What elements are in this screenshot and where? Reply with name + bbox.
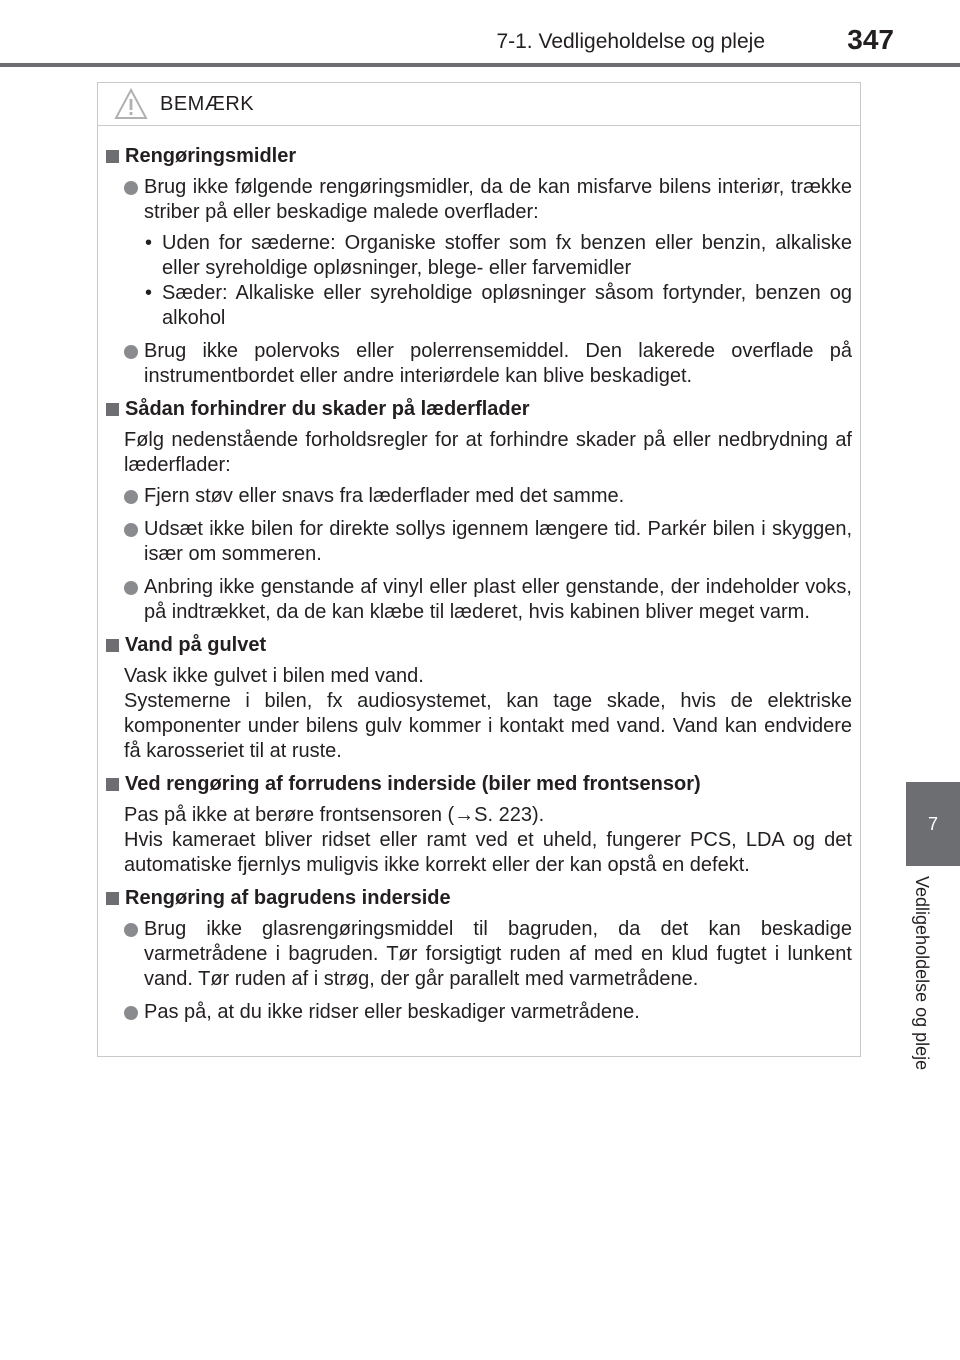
section-heading-text: Rengøringsmidler: [125, 145, 297, 167]
sub-list: [106, 231, 852, 331]
bullet-item: [106, 175, 852, 331]
bullet-text: Fjern støv eller snavs fra læderflader med det samme.: [144, 485, 625, 507]
header-title: 7-1. Vedligeholdelse og pleje: [496, 30, 765, 53]
notice-body: [98, 126, 860, 1025]
sub-bullet: •: [145, 282, 153, 304]
section-heading-text: Sådan forhindrer du skader på læderflader: [125, 398, 530, 420]
bullet-text: Brug ikke glasrengøringsmiddel til bagruden, da det kan beskadige varmetrådene i bagruden. Tør forsigtigt ruden af med en klud fugtet i lunkent vand. Tør ruden af i strøg, der går parallelt med varmetrådene.: [144, 918, 852, 990]
section-heading: [106, 397, 852, 422]
header-rule: [0, 63, 960, 67]
circle-bullet-icon: [124, 181, 138, 195]
sub-item-text: Uden for sæderne: Organiske stoffer som fx benzen eller benzin, alkaliske eller syreholdige opløsninger, blege- eller farvemidler: [162, 232, 852, 279]
square-bullet-icon: [106, 639, 119, 652]
bullet-text: Anbring ikke genstande af vinyl eller plast eller genstande, der indeholder voks, på indtrækket, da de kan klæbe til læderet, hvis kabinen bliver meget varm.: [144, 576, 852, 623]
square-bullet-icon: [106, 778, 119, 791]
section-heading: [106, 144, 852, 169]
chapter-tab: 7: [906, 782, 960, 866]
sub-item: [106, 231, 852, 281]
circle-bullet-icon: [124, 523, 138, 537]
square-bullet-icon: [106, 150, 119, 163]
section-heading: [106, 633, 852, 658]
section-rear-window: [106, 886, 852, 1025]
section-heading-text: Ved rengøring af forrudens inderside (biler med frontsensor): [125, 773, 701, 795]
paragraph: Hvis kameraet bliver ridset eller ramt ved et uheld, fungerer PCS, LDA og det automatiske fjernlys muligvis ikke korrekt eller der kan opstå en defekt.: [124, 829, 852, 876]
bullet-item: [106, 1000, 852, 1025]
notice-title: BEMÆRK: [160, 92, 255, 115]
square-bullet-icon: [106, 403, 119, 416]
bullet-item: [106, 917, 852, 992]
circle-bullet-icon: [124, 345, 138, 359]
paragraph: Systemerne i bilen, fx audiosystemet, kan tage skade, hvis de elektriske komponenter under bilens gulv kommer i kontakt med vand. Vand kan endvidere få karosseriet til at ruste.: [124, 690, 852, 762]
section-heading-text: Vand på gulvet: [125, 634, 267, 656]
square-bullet-icon: [106, 892, 119, 905]
bullet-item: [106, 575, 852, 625]
warning-triangle-icon: [114, 88, 148, 120]
sub-item-text: Sæder: Alkaliske eller syreholdige opløsninger såsom fortynder, benzen og alkohol: [162, 282, 852, 329]
sub-item: [106, 281, 852, 331]
bullet-text: Brug ikke polervoks eller polerrensemiddel. Den lakerede overflade på instrumentbordet eller andre interiørdele kan blive beskadiget.: [144, 340, 852, 387]
paragraph: Følg nedenstående forholdsregler for at forhindre skader på eller nedbrydning af læderflader:: [124, 429, 852, 476]
chapter-label: Vedligeholdelse og pleje: [912, 876, 932, 1071]
section-cleaning-agents: [106, 144, 852, 389]
sub-bullet: •: [145, 232, 153, 254]
notice-header: [98, 83, 860, 126]
bullet-text: Pas på, at du ikke ridser eller beskadiger varmetrådene.: [144, 1001, 640, 1023]
bullet-text: Udsæt ikke bilen for direkte sollys igennem længere tid. Parkér bilen i skyggen, især om sommeren.: [144, 518, 852, 565]
circle-bullet-icon: [124, 923, 138, 937]
bullet-item: [106, 339, 852, 389]
bullet-item: [106, 517, 852, 567]
bullet-item: [106, 484, 852, 509]
circle-bullet-icon: [124, 490, 138, 504]
section-windshield: [106, 772, 852, 878]
notice-box: [97, 82, 861, 1057]
section-heading-text: Rengøring af bagrudens inderside: [125, 887, 451, 909]
circle-bullet-icon: [124, 1006, 138, 1020]
page-number: 347: [847, 24, 894, 55]
paragraph: Vask ikke gulvet i bilen med vand.: [124, 665, 424, 687]
circle-bullet-icon: [124, 581, 138, 595]
section-heading: [106, 886, 852, 911]
section-water-floor: [106, 633, 852, 764]
bullet-text: Brug ikke følgende rengøringsmidler, da de kan misfarve bilens interiør, trække striber på eller beskadige malede overflader:: [144, 176, 852, 223]
section-leather: [106, 397, 852, 625]
section-heading: [106, 772, 852, 797]
paragraph: Pas på ikke at berøre frontsensoren (→S. 223).: [124, 804, 545, 826]
